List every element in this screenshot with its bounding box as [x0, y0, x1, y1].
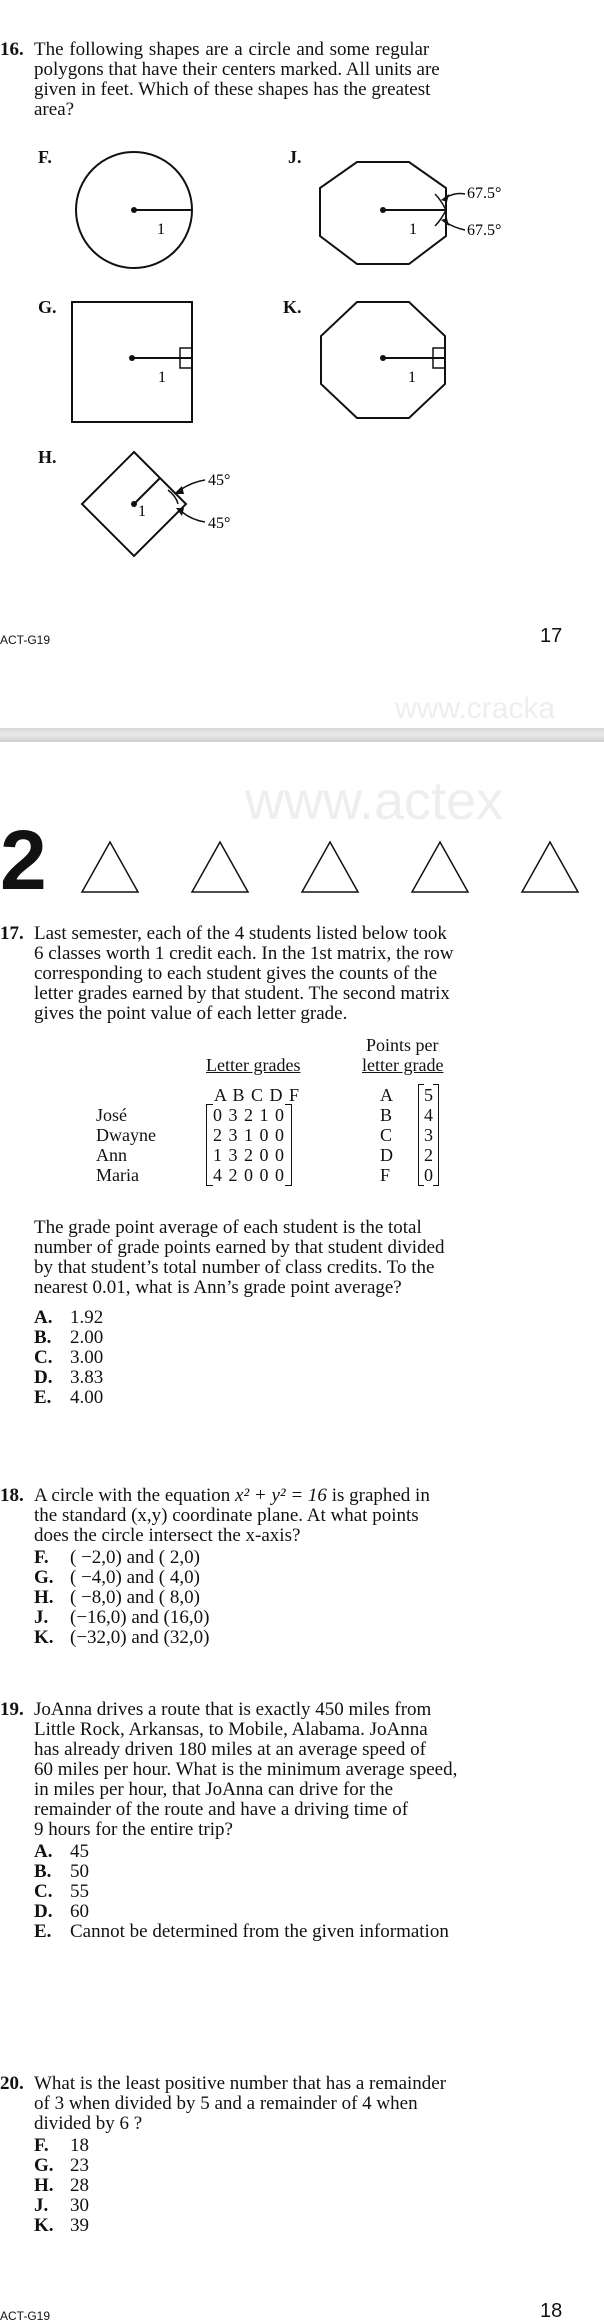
section-number: 2 — [0, 813, 47, 907]
grade-letter: A — [380, 1085, 393, 1105]
footer-code: ACT-G19 — [0, 2309, 51, 2323]
answer-choice[interactable] — [34, 1842, 449, 1862]
choice-text: 4.00 — [70, 1387, 104, 1408]
choice-text: 39 — [70, 2215, 89, 2236]
arrow-top — [180, 480, 205, 490]
arrow-head-top — [174, 486, 184, 494]
q17-followup — [34, 1218, 554, 1298]
q20-line: of 3 when divided by 5 and a remainder of 4 when — [34, 2093, 418, 2114]
choice-text: 45 — [70, 1841, 89, 1862]
q20-line: divided by 6 ? — [34, 2113, 143, 2134]
choice-letter: H. — [34, 2175, 54, 2196]
angle-label-top: 45° — [208, 472, 231, 489]
q16-line: polygons that have their centers marked. All units are — [34, 59, 440, 80]
answer-choice[interactable] — [34, 2196, 89, 2216]
matrix-row: 0 3 2 1 0 — [213, 1105, 285, 1125]
student-name: Dwayne — [96, 1125, 156, 1145]
choice-letter: D. — [34, 1901, 53, 1922]
points-header-top: Points per — [366, 1035, 439, 1055]
q18-line: does the circle intersect the x-axis? — [34, 1525, 301, 1546]
q16-line: area? — [34, 99, 75, 120]
grade-letter: D — [380, 1145, 393, 1165]
answer-choice[interactable] — [34, 1568, 209, 1588]
points-header-bottom: letter grade — [362, 1055, 444, 1075]
answer-choice[interactable] — [34, 2156, 89, 2176]
q17-after-line: by that student’s total number of class credits. To the — [34, 1257, 435, 1278]
answer-choice[interactable] — [34, 1902, 449, 1922]
choice-text: (−32,0) and (32,0) — [70, 1627, 210, 1648]
choice-text: 2.00 — [70, 1327, 104, 1348]
answer-choice[interactable] — [34, 2176, 89, 2196]
answer-choice[interactable] — [34, 1608, 209, 1628]
q19-line: Little Rock, Arkansas, to Mobile, Alabama. JoAnna — [34, 1719, 428, 1740]
choice-text: 55 — [70, 1881, 89, 1902]
answer-choice[interactable] — [34, 1548, 209, 1568]
grade-letter: B — [380, 1105, 393, 1125]
q17-choices — [34, 1308, 103, 1408]
octagon-figure-k — [305, 296, 465, 426]
q17-line: gives the point value of each letter grade. — [34, 1003, 348, 1024]
choice-letter: F. — [34, 2135, 49, 2156]
choice-letter: A. — [34, 1841, 53, 1862]
q19-line: 60 miles per hour. What is the minimum average speed, — [34, 1759, 458, 1780]
angle-arc-top — [435, 194, 446, 210]
choice-text: ( −8,0) and ( 8,0) — [70, 1587, 200, 1608]
apothem-line — [134, 478, 160, 504]
side-label: 1 — [158, 369, 166, 386]
student-name: Maria — [96, 1165, 139, 1185]
answer-choice[interactable] — [34, 2216, 89, 2236]
grade-point: 5 — [424, 1085, 433, 1105]
answer-choice[interactable] — [34, 1588, 209, 1608]
choice-text: 30 — [70, 2195, 89, 2216]
footer-code: ACT-G19 — [0, 633, 51, 647]
choice-text: ( −2,0) and ( 2,0) — [70, 1547, 200, 1568]
shape-label-j: J. — [288, 147, 302, 167]
q17-after-line: The grade point average of each student is the total — [34, 1217, 422, 1238]
answer-choice[interactable] — [34, 2136, 89, 2156]
q20-choices — [34, 2136, 89, 2236]
points-matrix — [418, 1084, 439, 1186]
student-name: José — [96, 1105, 127, 1125]
q19-line: 9 hours for the entire trip? — [34, 1819, 233, 1840]
q17-line: 6 classes worth 1 credit each. In the 1st matrix, the row — [34, 943, 454, 964]
section-triangles — [80, 840, 604, 896]
answer-choice[interactable] — [34, 1368, 103, 1388]
angle-label-bottom: 45° — [208, 515, 231, 532]
choice-letter: F. — [34, 1547, 49, 1568]
triangle-icon — [192, 842, 248, 892]
q19-line: JoAnna drives a route that is exactly 450 miles from — [34, 1699, 432, 1720]
choice-text: 23 — [70, 2155, 89, 2176]
answer-choice[interactable] — [34, 1862, 449, 1882]
choice-text: 18 — [70, 2135, 89, 2156]
choice-letter: A. — [34, 1307, 53, 1328]
triangle-icon — [522, 842, 578, 892]
choice-letter: G. — [34, 1567, 54, 1588]
triangle-icon — [412, 842, 468, 892]
shape-label-g: G. — [38, 297, 57, 317]
student-name: Ann — [96, 1145, 127, 1165]
choice-letter: E. — [34, 1921, 52, 1942]
q16-line: The following shapes are a circle and some regular — [34, 39, 430, 60]
q17-line: letter grades earned by that student. The second matrix — [34, 983, 450, 1004]
choice-text: Cannot be determined from the given information — [70, 1921, 449, 1942]
choice-letter: K. — [34, 1627, 54, 1648]
q18-line1-pre: A circle with the equation — [34, 1485, 236, 1506]
triangle-icon — [302, 842, 358, 892]
q19-line: remainder of the route and have a driving time of — [34, 1799, 409, 1820]
choice-letter: J. — [34, 2195, 49, 2216]
q16-line: given in feet. Which of these shapes has the greatest — [34, 79, 431, 100]
q17-after-line: number of grade points earned by that student divided — [34, 1237, 445, 1258]
answer-choice[interactable] — [34, 1628, 209, 1648]
q16-number: 16. — [0, 39, 24, 60]
grade-letter: C — [380, 1125, 393, 1145]
grade-letter: F — [380, 1165, 391, 1185]
answer-choice[interactable] — [34, 1328, 103, 1348]
letter-grades-header: Letter grades — [206, 1055, 301, 1075]
choice-text: 28 — [70, 2175, 89, 2196]
choice-letter: B. — [34, 1861, 52, 1882]
shape-label-f: F. — [38, 147, 52, 167]
choice-text: (−16,0) and (16,0) — [70, 1607, 210, 1628]
shape-label-h: H. — [38, 447, 57, 467]
angle-label-bottom: 67.5° — [467, 222, 502, 239]
q17-after-line: nearest 0.01, what is Ann’s grade point average? — [34, 1277, 402, 1298]
answer-choice[interactable] — [34, 1388, 103, 1408]
q19-line: in miles per hour, that JoAnna can drive for the — [34, 1779, 394, 1800]
grade-count-matrix — [206, 1104, 292, 1186]
q18-choices — [34, 1548, 209, 1648]
page-number: 17 — [540, 625, 563, 647]
q19-number: 19. — [0, 1699, 24, 1720]
q20-line: What is the least positive number that has a remainder — [34, 2073, 447, 2094]
watermark: www.cracka — [395, 692, 556, 725]
grade-letters — [380, 1085, 393, 1185]
angle-label-top: 67.5° — [467, 185, 502, 202]
grade-point: 2 — [424, 1145, 433, 1165]
choice-text: 3.83 — [70, 1367, 104, 1388]
q19-choices — [34, 1842, 449, 1942]
choice-letter: J. — [34, 1607, 49, 1628]
q19-block — [0, 1700, 540, 1840]
q17-block — [0, 924, 540, 1024]
matrix-row: 4 2 0 0 0 — [213, 1165, 285, 1185]
grade-point: 0 — [424, 1165, 433, 1185]
q20-block — [0, 2074, 540, 2134]
q18-line — [34, 1486, 430, 1506]
matrix-column-headers: A B C D F — [214, 1085, 301, 1105]
triangle-icon — [82, 842, 138, 892]
arrow-bottom — [182, 512, 205, 522]
choice-letter: D. — [34, 1367, 53, 1388]
watermark: www.actex — [245, 771, 504, 831]
choice-letter: H. — [34, 1587, 54, 1608]
choice-text: 50 — [70, 1861, 89, 1882]
choice-text: 3.00 — [70, 1347, 104, 1368]
grade-point: 3 — [424, 1125, 433, 1145]
diamond-figure — [60, 446, 280, 566]
answer-choice[interactable] — [34, 1308, 103, 1328]
circle-figure — [60, 148, 200, 278]
side-label: 1 — [409, 221, 417, 238]
choice-letter: G. — [34, 2155, 54, 2176]
square-figure — [60, 296, 200, 426]
square-shape — [72, 302, 192, 422]
q16-block — [0, 40, 540, 120]
q18-equation: x² + y² = 16 — [235, 1485, 327, 1506]
right-angle-mark — [180, 358, 192, 368]
q18-block — [0, 1486, 540, 1546]
q17-line: corresponding to each student gives the counts of the — [34, 963, 438, 984]
q20-number: 20. — [0, 2073, 24, 2094]
choice-letter: C. — [34, 1347, 53, 1368]
q19-line: has already driven 180 miles at an average speed of — [34, 1739, 426, 1760]
page-number: 18 — [540, 2300, 563, 2322]
grade-point: 4 — [424, 1105, 433, 1125]
student-names — [96, 1105, 156, 1185]
right-angle-mark — [433, 348, 445, 358]
q18-line1-post: is graphed in — [326, 1485, 430, 1506]
choice-letter: K. — [34, 2215, 54, 2236]
matrix-row: 1 3 2 0 0 — [213, 1145, 285, 1165]
right-angle-mark — [433, 358, 445, 368]
q17-number: 17. — [0, 923, 24, 944]
octagon-figure-j — [305, 148, 545, 278]
q18-number: 18. — [0, 1485, 24, 1506]
side-label: 1 — [138, 503, 146, 520]
angle-arc-bottom — [435, 210, 446, 226]
q17-line: Last semester, each of the 4 students listed below took — [34, 923, 447, 944]
answer-choice[interactable] — [34, 1882, 449, 1902]
matrix-row: 2 3 1 0 0 — [213, 1125, 285, 1145]
choice-letter: B. — [34, 1327, 52, 1348]
choice-letter: E. — [34, 1387, 52, 1408]
choice-text: 1.92 — [70, 1307, 104, 1328]
q18-line: the standard (x,y) coordinate plane. At what points — [34, 1505, 419, 1526]
choice-text: ( −4,0) and ( 4,0) — [70, 1567, 200, 1588]
shape-label-k: K. — [283, 297, 302, 317]
answer-choice[interactable] — [34, 1348, 103, 1368]
radius-label: 1 — [157, 221, 165, 238]
choice-text: 60 — [70, 1901, 89, 1922]
choice-letter: C. — [34, 1881, 53, 1902]
answer-choice[interactable] — [34, 1922, 449, 1942]
right-angle-mark — [180, 348, 192, 358]
side-label: 1 — [408, 369, 416, 386]
page-divider — [0, 728, 604, 742]
